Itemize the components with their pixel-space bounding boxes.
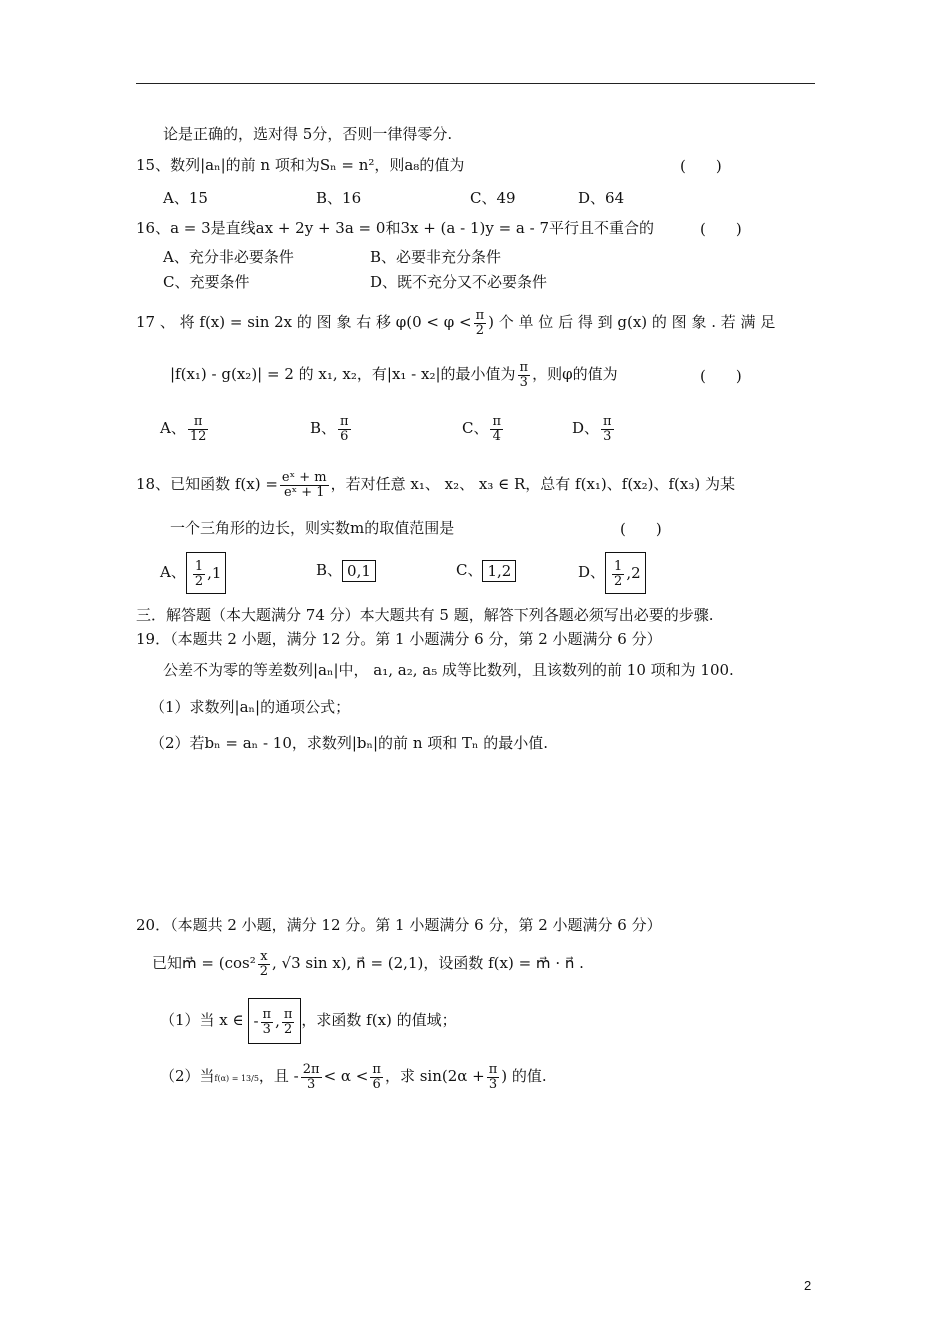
q17-option-a-frac: $\frac{\pi}{12}$ bbox=[189, 413, 207, 444]
q18-option-d-interval: $\frac{1}{2}$ ,2 bbox=[605, 552, 646, 594]
q20-part2: （2）当f(α) = 13/5，且 - $\frac{2\pi}{3}$ < α < $\frac{\pi}{6}$ ，求 sin(2α + $\frac{\pi}{3}$ ) 的值. bbox=[160, 1061, 547, 1092]
q17-stem-line1 bbox=[136, 305, 775, 339]
q17-option-d-frac: $\frac{\pi}{3}$ bbox=[603, 413, 612, 444]
q17-option-b-frac: $\frac{\pi}{6}$ bbox=[340, 413, 349, 444]
q15-option-c: C、49 bbox=[470, 189, 516, 207]
q17-option-a: A、 $\frac{\pi}{12}$ bbox=[160, 413, 207, 444]
q16-option-d: D、既不充分又不必要条件 bbox=[370, 273, 548, 291]
q16-stem: 16、a = 3是直线ax + 2y + 3a = 0和3x + (a - 1)y = a - 7平行且不重合的 bbox=[136, 219, 655, 237]
q17-option-d: D、 $\frac{\pi}{3}$ bbox=[572, 413, 612, 444]
q20-line1: 已知m⃗ = (cos² $\frac{x}{2}$ , √3 sin x), n⃗ = (2,1)，设函数 f(x) = m⃗ · n⃗ . bbox=[152, 948, 584, 979]
q20-part2-small-condition: f(α) = 13/5 bbox=[214, 1074, 259, 1083]
intro-line: 论是正确的，选对得 5分，否则一律得零分. bbox=[163, 125, 453, 143]
q18-function-frac: $\frac{\text{eˣ + m}}{\text{eˣ + 1}}$ bbox=[281, 469, 327, 500]
q20-frac-x-over-2: $\frac{x}{2}$ bbox=[259, 948, 268, 979]
q15-option-d: D、64 bbox=[578, 189, 625, 207]
q17-option-b: B、 $\frac{\pi}{6}$ bbox=[310, 413, 349, 444]
q18-line2: 一个三角形的边长，则实数m的取值范围是 bbox=[170, 519, 455, 537]
q15-answer-paren: ( ) bbox=[680, 157, 722, 175]
q17-option-c-frac: $\frac{\pi}{4}$ bbox=[492, 413, 502, 444]
q18-stem-b: ，若对任意 x₁、 x₂、 x₃ ∈ R，总有 f(x₁)、f(x₂)、f(x₃) 为某 bbox=[330, 475, 735, 493]
q18-option-a: A、 $\frac{1}{2}$ ,1 bbox=[160, 552, 226, 594]
q17-stem-line2 bbox=[170, 356, 618, 392]
q17-frac-pi-over-2: $\frac{\pi}{2}$ bbox=[475, 307, 485, 338]
q19-part1: （1）求数列|aₙ|的通项公式； bbox=[150, 698, 351, 716]
q19-line1: 公差不为零的等差数列|aₙ|中， a₁, a₂, a₅ 成等比数列，且该数列的前 10 项和为 100. bbox=[163, 661, 734, 679]
q18-option-c: C、 1,2 bbox=[456, 560, 516, 582]
header-rule bbox=[136, 83, 815, 84]
q20-part1: （1）当 x ∈ - $\frac{\pi}{3}$ , $\frac{\pi}{2}$ ，求函数 f(x) 的值域； bbox=[160, 998, 457, 1044]
q18-option-d: D、 $\frac{1}{2}$ ,2 bbox=[578, 552, 646, 594]
section3-heading: 三．解答题（本大题满分 74 分）本大题共有 5 题，解答下列各题必须写出必要的步骤. bbox=[136, 606, 714, 624]
q17-stem-line1-b: ) 个 单 位 后 得 到 g(x) 的 图 象 . 若 满 足 bbox=[488, 313, 776, 331]
q19-part2: （2）若bₙ = aₙ - 10，求数列|bₙ|的前 n 项和 Tₙ 的最小值. bbox=[150, 734, 549, 752]
q17-stem-line1-a: 17 、 将 f(x) = sin 2x 的 图 象 右 移 φ(0 < φ < bbox=[136, 313, 472, 331]
q16-answer-paren: ( ) bbox=[700, 220, 742, 238]
q17-stem-line2-a: |f(x₁) - g(x₂)| = 2 的 x₁, x₂，有|x₁ - x₂|的最小值为 bbox=[170, 365, 516, 383]
q15-stem: 15、数列|aₙ|的前 n 项和为Sₙ = n²，则a₈的值为 bbox=[136, 156, 465, 174]
q18-option-c-interval: 1,2 bbox=[482, 560, 516, 582]
q17-stem-line2-b: ，则φ的值为 bbox=[532, 365, 618, 383]
q16-option-c: C、充要条件 bbox=[163, 273, 250, 291]
q20-part1-interval: - $\frac{\pi}{3}$ , $\frac{\pi}{2}$ bbox=[248, 998, 301, 1044]
q18-option-b-interval: 0,1 bbox=[342, 560, 376, 582]
q18-option-a-interval: $\frac{1}{2}$ ,1 bbox=[186, 552, 227, 594]
q18-option-b: B、 0,1 bbox=[316, 560, 376, 582]
q15-option-b: B、16 bbox=[316, 189, 362, 207]
q16-option-a: A、充分非必要条件 bbox=[163, 248, 294, 266]
page-number: 2 bbox=[804, 1278, 812, 1293]
q19-title: 19．（本题共 2 小题，满分 12 分。第 1 小题满分 6 分，第 2 小题满分 6 分） bbox=[136, 630, 662, 648]
q17-frac-pi-over-3: $\frac{\pi}{3}$ bbox=[519, 359, 529, 390]
q18-stem bbox=[136, 466, 735, 502]
q18-answer-paren: ( ) bbox=[620, 520, 662, 538]
q15-option-a: A、15 bbox=[163, 189, 208, 207]
q17-answer-paren: ( ) bbox=[700, 367, 742, 385]
q17-option-c: C、 $\frac{\pi}{4}$ bbox=[462, 413, 502, 444]
q20-title: 20．（本题共 2 小题，满分 12 分。第 1 小题满分 6 分，第 2 小题满分 6 分） bbox=[136, 916, 662, 934]
q18-stem-a: 18、已知函数 f(x) = bbox=[136, 475, 278, 493]
q16-option-b: B、必要非充分条件 bbox=[370, 248, 502, 266]
